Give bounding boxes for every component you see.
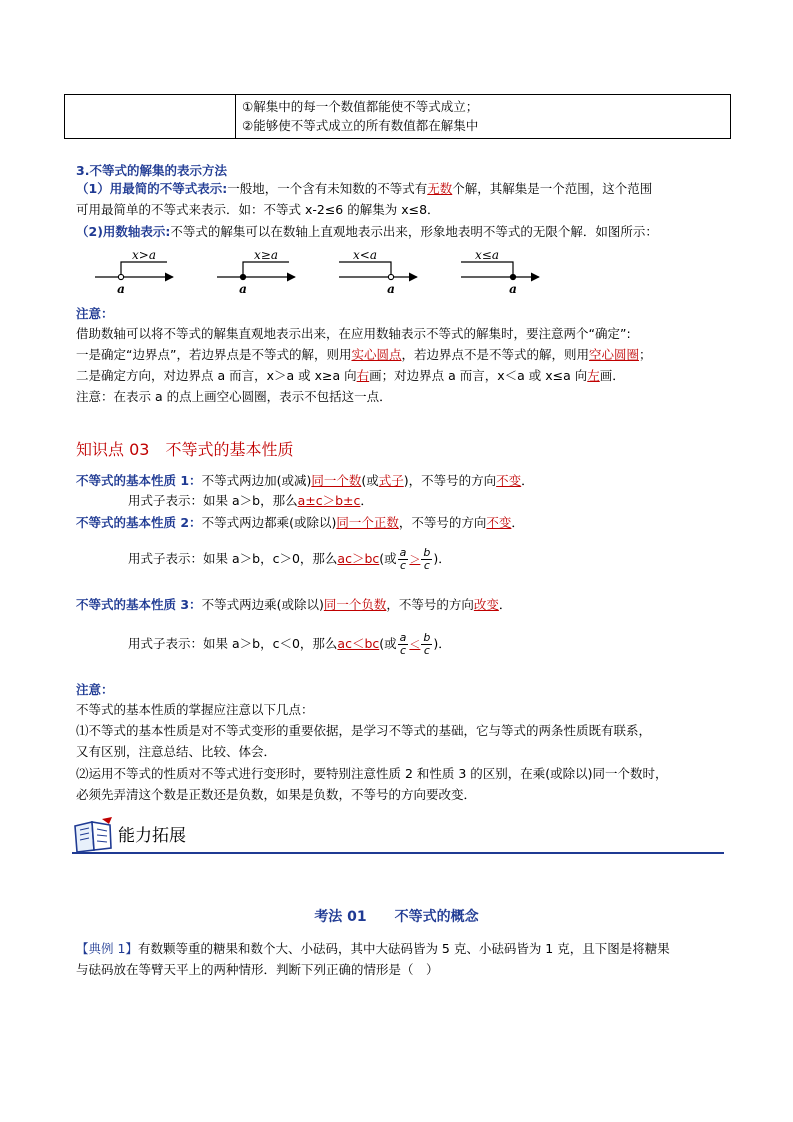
property-3-label: 不等式的基本性质 3： (76, 597, 202, 612)
table-left-cell (65, 95, 236, 138)
book-icon (72, 816, 116, 856)
p2-formula-a: 用式子表示：如果 a＞b，c＞0，那么 (128, 551, 338, 566)
sec3-p2-label: （2)用数轴表示: (76, 224, 171, 239)
answer-unchanged-2: 不变 (486, 515, 512, 530)
answer-formula-2: ac＞bc (337, 551, 380, 566)
frac-num: a (399, 546, 407, 559)
note1-l2-b: ，若边界点不是不等式的解，则用 (401, 347, 589, 362)
example-1-line-1 (76, 941, 670, 957)
p1-formula-b: ． (360, 493, 373, 508)
p2-formula-b: (或 (379, 551, 397, 566)
example-1-line-2: 与砝码放在等臂天平上的两种情形．判断下列正确的情形是（ ） (76, 962, 439, 977)
note1-l2-a: 一是确定“边界点”，若边界点是不等式的解，则用 (76, 347, 352, 362)
frac-num: b (423, 546, 431, 559)
solution-bracket (461, 262, 513, 277)
hollow-boundary-point (388, 274, 393, 279)
note1-l2-c: ； (639, 347, 652, 362)
property-3 (76, 597, 511, 613)
hollow-boundary-point (118, 274, 123, 279)
answer-expression: 式子 (378, 473, 404, 488)
p1-d: ． (521, 473, 534, 488)
number-line-1 (95, 248, 173, 296)
property-1-label: 不等式的基本性质 1： (76, 473, 202, 488)
frac-num: a (399, 631, 407, 644)
section-3-title: 3.不等式的解集的表示方法 (76, 163, 227, 178)
property-2-formula (128, 545, 451, 574)
table-row-2: ②能够使不等式成立的所有数值都在解集中 (242, 118, 479, 133)
answer-negative-number: 同一个负数 (323, 597, 387, 612)
answer-changed: 改变 (473, 597, 499, 612)
p3-c: ． (498, 597, 512, 612)
note-2-line-2: ⑴不等式的基本性质是对不等式变形的重要依据，是学习不等式的基础，它与等式的两条性质既有联系， (76, 723, 652, 738)
solution-bracket (121, 262, 167, 277)
answer-solid-dot: 实心圆点 (351, 347, 402, 362)
p2-b: ，不等号的方向 (398, 515, 487, 530)
number-lines-figure (95, 244, 695, 296)
ability-banner (72, 816, 724, 856)
table-row-1: ①解集中的每一个数值都能使不等式成立； (242, 99, 479, 114)
p1-a: 不等式两边加(或减) (201, 473, 312, 488)
p3-formula-a: 用式子表示：如果 a＞b，c＜0，那么 (128, 636, 338, 651)
number-line-2 (217, 248, 295, 296)
inequality-label: x>a (132, 248, 156, 262)
sec3-p2-text: 不等式的解集可以在数轴上直观地表示出来，形象地表明不等式的无限个解．如图所示： (170, 224, 658, 239)
answer-wushu: 无数 (427, 181, 453, 196)
fraction-a-over-c (398, 632, 409, 657)
note-1-line-3 (76, 368, 625, 384)
answer-formula-3: ac＜bc (337, 636, 380, 651)
boundary-label: a (239, 282, 247, 296)
note-2-title: 注意： (76, 682, 114, 697)
answer-same-number: 同一个数 (311, 473, 362, 488)
p1-b: (或 (361, 473, 379, 488)
fraction-operator: ＜ (409, 638, 421, 651)
p3-formula-c: )． (433, 636, 451, 651)
answer-unchanged-1: 不变 (496, 473, 522, 488)
number-line-4 (461, 248, 539, 296)
frac-den: c (423, 559, 430, 572)
ability-title: 能力拓展 (118, 826, 186, 846)
inequality-label: x<a (353, 248, 377, 262)
sec3-para1-line2: 可用最简单的不等式来表示．如：不等式 x-2≤6 的解集为 x≤8． (76, 202, 440, 217)
note-1-line-4: 注意：在表示 a 的点上画空心圆圈，表示不包括这一点． (76, 389, 392, 404)
sec3-p1-label: （1）用最简的不等式表示: (76, 181, 228, 196)
note-2-line-1: 不等式的基本性质的掌握应注意以下几点： (76, 702, 314, 717)
property-3-formula (128, 630, 451, 659)
sec3-para2 (76, 224, 658, 240)
fraction-b-over-c (421, 547, 432, 572)
answer-hollow-circle: 空心圆圈 (588, 347, 639, 362)
p2-c: ． (511, 515, 524, 530)
boundary-label: a (117, 282, 125, 296)
note-1-line-1: 借助数轴可以将不等式的解集直观地表示出来，在应用数轴表示不等式的解集时，要注意两个“确定”: (76, 326, 631, 341)
frac-num: b (423, 631, 431, 644)
inequality-label: x≤a (475, 248, 499, 262)
solid-boundary-point (510, 274, 515, 279)
property-1-formula (128, 493, 373, 509)
property-2-label: 不等式的基本性质 2： (76, 515, 202, 530)
note-1-title: 注意： (76, 306, 114, 321)
example-1-text-1: 有数颗等重的糖果和数个大、小砝码，其中大砝码皆为 5 克、小砝码皆为 1 克，且下图是将糖果 (137, 941, 670, 956)
sec3-p1-text-a: 一般地，一个含有未知数的不等式有 (227, 181, 428, 196)
number-line-3 (339, 248, 417, 296)
answer-left: 左 (587, 368, 600, 383)
answer-positive-number: 同一个正数 (336, 515, 399, 530)
note-2-line-5: 必须先弄清这个数是正数还是负数，如果是负数，不等号的方向要改变． (76, 787, 477, 802)
inequality-label: x≥a (254, 248, 278, 262)
fraction-operator: ＞ (409, 553, 421, 566)
note-2-line-3: 又有区别，注意总结、比较、体会． (76, 744, 277, 759)
sec3-p1-text-b: 个解，其解集是一个范围，这个范围 (452, 181, 653, 196)
ability-underline (72, 852, 724, 854)
note-2-line-4: ⑵运用不等式的性质对不等式进行变形时，要特别注意性质 2 和性质 3 的区别，在乘(或除以)同一个数时， (76, 766, 668, 781)
solution-bracket (243, 262, 289, 277)
p3-a: 不等式两边乘(或除以) (201, 597, 324, 612)
p3-formula-b: (或 (379, 636, 397, 651)
p1-c: )，不等号的方向 (403, 473, 497, 488)
note1-l3-c: 画． (599, 368, 625, 383)
sec3-para1-line1 (76, 181, 652, 197)
p1-formula-a: 用式子表示：如果 a＞b，那么 (128, 493, 298, 508)
note1-l3-b: 画；对边界点 a 而言，x＜a 或 x≤a 向 (369, 368, 588, 383)
boundary-label: a (387, 282, 395, 296)
solution-bracket (339, 262, 391, 277)
example-1-label: 【典例 1】 (76, 941, 138, 956)
p3-b: ，不等号的方向 (386, 597, 474, 612)
method-01-title: 考法 01 不等式的概念 (314, 909, 479, 925)
frac-den: c (423, 644, 430, 657)
p2-a: 不等式两边都乘(或除以) (201, 515, 337, 530)
top-table (64, 94, 731, 139)
note-1-line-2 (76, 347, 652, 363)
fraction-a-over-c (398, 547, 409, 572)
answer-formula-1: a±c＞b±c (297, 493, 361, 508)
knowledge-point-03-heading: 知识点 03 不等式的基本性质 (76, 440, 294, 459)
property-2 (76, 515, 524, 531)
note1-l3-a: 二是确定方向，对边界点 a 而言，x＞a 或 x≥a 向 (76, 368, 357, 383)
frac-den: c (399, 644, 407, 657)
answer-right: 右 (356, 368, 370, 383)
property-1 (76, 473, 534, 489)
solid-boundary-point (240, 274, 245, 279)
boundary-label: a (509, 282, 517, 296)
fraction-b-over-c (421, 632, 432, 657)
frac-den: c (399, 559, 407, 572)
p2-formula-c: )． (433, 551, 451, 566)
